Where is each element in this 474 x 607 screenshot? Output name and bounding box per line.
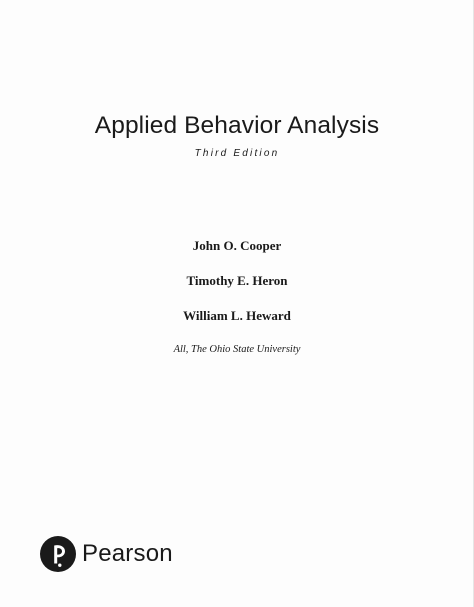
author-name: William L. Heward bbox=[183, 308, 291, 323]
pearson-logo-icon bbox=[40, 536, 76, 572]
author-affiliation: All, The Ohio State University bbox=[173, 344, 301, 355]
author-name: Timothy E. Heron bbox=[186, 273, 288, 288]
publisher-name: Pearson bbox=[82, 540, 173, 567]
author-name: John O. Cooper bbox=[192, 238, 282, 253]
book-title: Applied Behavior Analysis bbox=[94, 112, 380, 139]
publisher-logo bbox=[40, 536, 173, 572]
book-edition: Third Edition bbox=[194, 148, 280, 159]
